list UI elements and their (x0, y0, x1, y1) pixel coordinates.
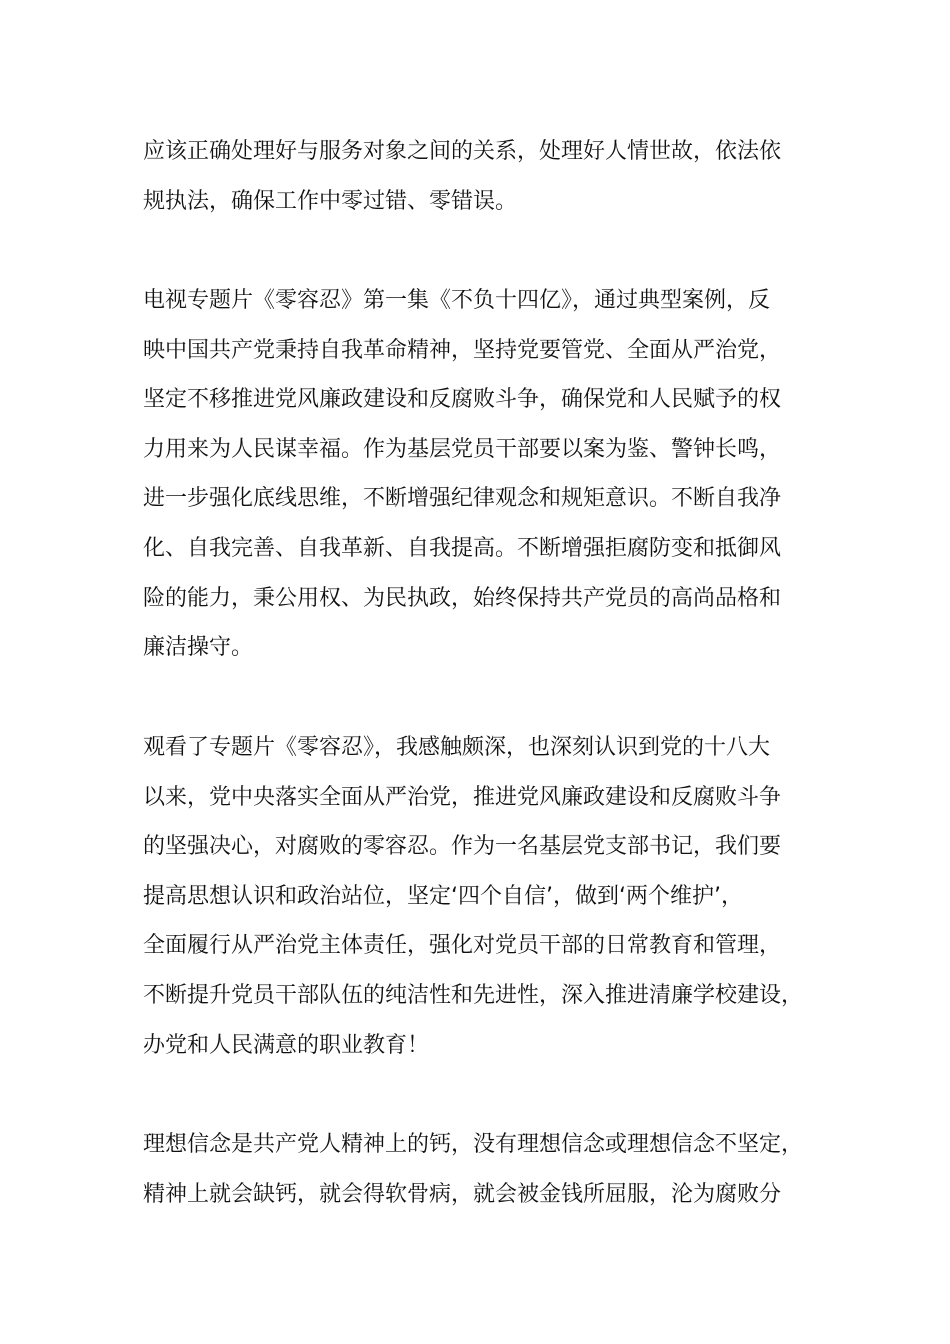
paragraph-line: 应该正确处理好与服务对象之间的关系，处理好人情世故，依法依 (143, 139, 782, 164)
paragraph-line: 的坚强决心，对腐败的零容忍。作为一名基层党支部书记，我们要 (143, 834, 782, 860)
paragraph-line: 坚定不移推进党风廉政建设和反腐败斗争，确保党和人民赋予的权 (143, 387, 782, 413)
paragraph-line: 不断提升党员干部队伍的纯洁性和先进性，深入推进清廉学校建设， (143, 982, 804, 1008)
paragraph-line: 理想信念是共产党人精神上的钙，没有理想信念或理想信念不坚定， (143, 1132, 804, 1157)
paragraph-line: 观看了专题片《零容忍》，我感触颇深，也深刻认识到党的十八大 (143, 735, 771, 760)
paragraph-line: 化、自我完善、自我革新、自我提高。不断增强拒腐防变和抵御风 (143, 535, 782, 561)
paragraph-2 (143, 276, 833, 673)
paragraph-1 (143, 127, 833, 226)
paragraph-line: 电视专题片《零容忍》第一集《不负十四亿》，通过典型案例，反 (143, 288, 771, 313)
paragraph-line: 映中国共产党秉持自我革命精神，坚持党要管党、全面从严治党， (143, 337, 782, 363)
paragraph-line: 险的能力，秉公用权、为民执政，始终保持共产党员的高尚品格和 (143, 585, 782, 611)
paragraph-line: 力用来为人民谋幸福。作为基层党员干部要以案为鉴、警钟长鸣， (143, 436, 782, 462)
paragraph-line: 精神上就会缺钙，就会得软骨病，就会被金钱所屈服，沦为腐败分 (143, 1181, 782, 1207)
paragraph-line: 提高思想认识和政治站位，坚定‘四个自信’，做到‘两个维护’， (143, 883, 743, 909)
paragraph-4 (143, 1120, 833, 1219)
paragraph-line: 廉洁操守。 (143, 635, 254, 661)
paragraph-line: 进一步强化底线思维，不断增强纪律观念和规矩意识。不断自我净 (143, 486, 782, 512)
paragraph-line: 以来，党中央落实全面从严治党，推进党风廉政建设和反腐败斗争 (143, 784, 782, 810)
paragraph-line: 办党和人民满意的职业教育！ (143, 1032, 430, 1058)
paragraph-line: 全面履行从严治党主体责任，强化对党员干部的日常教育和管理， (143, 933, 782, 959)
paragraph-line: 规执法，确保工作中零过错、零错误。 (143, 188, 518, 214)
paragraph-3 (143, 723, 833, 1070)
